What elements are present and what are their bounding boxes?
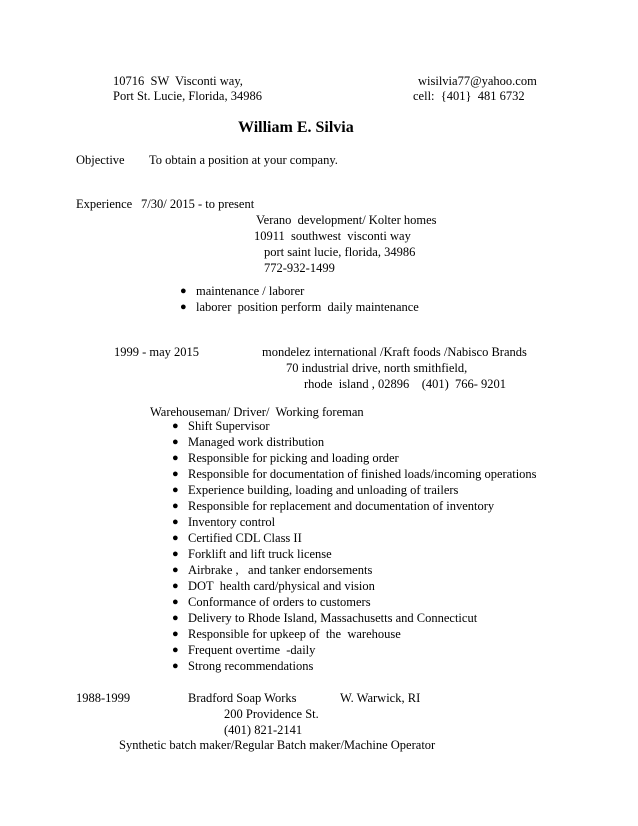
job1-company: Verano development/ Kolter homes — [256, 213, 437, 227]
job2-bullet: ● Conformance of orders to customers — [172, 595, 371, 609]
bullet-icon: ● — [172, 564, 179, 576]
job2-bullet: ● Managed work distribution — [172, 435, 325, 449]
bullet-icon: ● — [180, 285, 187, 297]
job2-bullet: ● Responsible for picking and loading order — [172, 451, 399, 465]
phone-number: cell: {401} 481 6732 — [413, 89, 525, 103]
candidate-name: William E. Silvia — [238, 119, 354, 136]
job2-bullet: ● Shift Supervisor — [172, 419, 270, 433]
bullet-icon: ● — [180, 301, 187, 313]
bullet-icon: ● — [172, 484, 179, 496]
job2-bullet: ● Responsible for replacement and documentation of inventory — [172, 499, 495, 513]
bullet-icon: ● — [172, 500, 179, 512]
bullet-icon: ● — [172, 596, 179, 608]
objective-label: Objective — [76, 153, 125, 167]
job2-bullet: ● Forklift and lift truck license — [172, 547, 332, 561]
bullet-icon: ● — [172, 660, 179, 672]
job3-company: Bradford Soap Works — [188, 691, 297, 705]
job1-city: port saint lucie, florida, 34986 — [264, 245, 416, 259]
job2-bullet: ● DOT health card/physical and vision — [172, 579, 375, 593]
bullet-icon: ● — [172, 516, 179, 528]
job2-bullet: ● Delivery to Rhode Island, Massachusetts and Connecticut — [172, 611, 478, 625]
job1-bullet: ● laborer position perform daily maintenance — [180, 300, 419, 314]
job1-phone: 772-932-1499 — [264, 261, 335, 275]
bullet-icon: ● — [172, 420, 179, 432]
job3-location: W. Warwick, RI — [340, 691, 421, 705]
address-line-2: Port St. Lucie, Florida, 34986 — [113, 89, 262, 103]
job2-street: 70 industrial drive, north smithfield, — [286, 361, 468, 375]
job1-street: 10911 southwest visconti way — [254, 229, 411, 243]
job3-title: Synthetic batch maker/Regular Batch maker/Machine Operator — [119, 738, 436, 752]
objective-text: To obtain a position at your company. — [149, 153, 338, 167]
job2-title: Warehouseman/ Driver/ Working foreman — [150, 405, 364, 419]
job1-dates: 7/30/ 2015 - to present — [141, 197, 255, 211]
address-line-1: 10716 SW Visconti way, — [113, 74, 243, 88]
bullet-icon: ● — [172, 644, 179, 656]
bullet-icon: ● — [172, 548, 179, 560]
job2-company: mondelez international /Kraft foods /Nabisco Brands — [262, 345, 527, 359]
bullet-icon: ● — [172, 532, 179, 544]
bullet-icon: ● — [172, 452, 179, 464]
job2-bullet: ● Certified CDL Class II — [172, 531, 302, 545]
job2-bullet: ● Inventory control — [172, 515, 276, 529]
job2-bullet: ● Strong recommendations — [172, 659, 314, 673]
bullet-icon: ● — [172, 468, 179, 480]
bullet-icon: ● — [172, 628, 179, 640]
job2-bullet: ● Experience building, loading and unloading of trailers — [172, 483, 459, 497]
job3-phone: (401) 821-2141 — [224, 723, 303, 737]
job2-dates: 1999 - may 2015 — [114, 345, 200, 359]
job2-bullet: ● Responsible for documentation of finished loads/incoming operations — [172, 467, 537, 481]
job2-city: rhode island , 02896 (401) 766- 9201 — [304, 377, 507, 391]
experience-label: Experience — [76, 197, 133, 211]
bullet-icon: ● — [172, 580, 179, 592]
job2-bullet: ● Airbrake , and tanker endorsements — [172, 563, 373, 577]
email-address: wisilvia77@yahoo.com — [418, 74, 537, 88]
job3-dates: 1988-1999 — [76, 691, 131, 705]
bullet-icon: ● — [172, 436, 179, 448]
job3-street: 200 Providence St. — [224, 707, 319, 721]
job2-bullet: ● Responsible for upkeep of the warehouse — [172, 627, 401, 641]
job1-bullet: ● maintenance / laborer — [180, 284, 305, 298]
bullet-icon: ● — [172, 612, 179, 624]
job2-bullet: ● Frequent overtime -daily — [172, 643, 316, 657]
